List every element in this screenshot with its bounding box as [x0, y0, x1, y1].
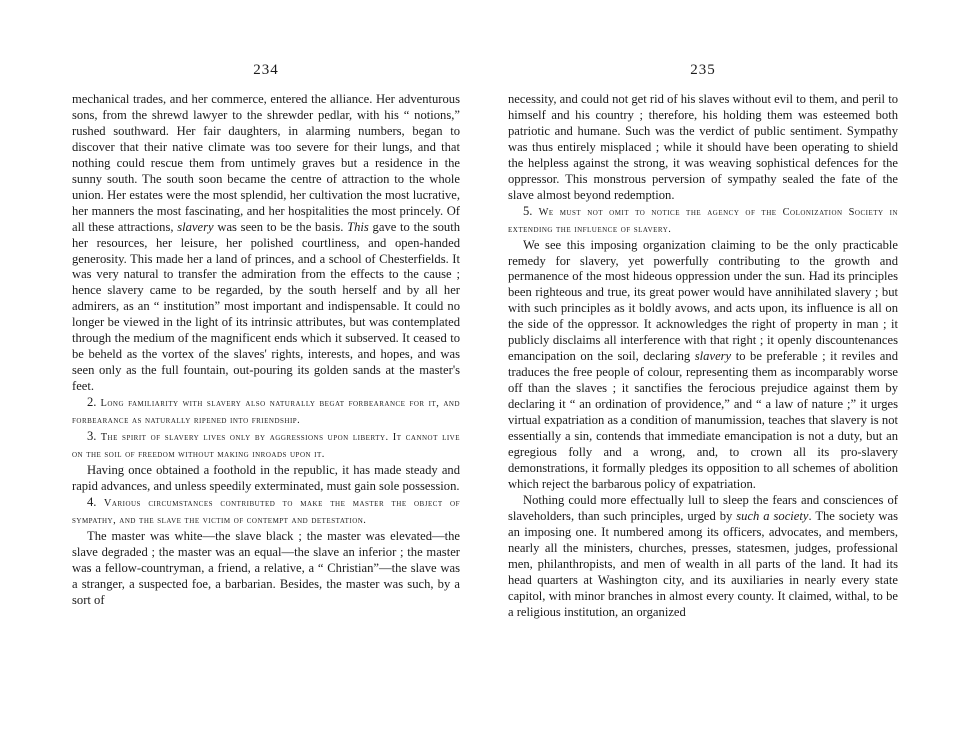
section-heading: 5. We must not omit to notice the agency of the Colonization Society in extending the influence of slavery. [508, 203, 899, 235]
page-number: 234 [253, 62, 279, 78]
page-number: 235 [690, 62, 716, 78]
section-heading: 3. The spirit of slavery lives only by aggressions upon liberty. It cannot live on the soil of freedom without making inroads upon it. [72, 429, 461, 460]
section-heading: 2. Long familiarity with slavery also naturally begat forbearance for it, and forbearance as naturally ripened into friendship. [72, 395, 461, 427]
paragraph: We see this imposing organization claiming to be the only practicable remedy for slavery, yet powerfully contributing to the growth and permanence of the most hideous oppression under the sun. Had its principles been righteous and true, its great power would have annihilated slavery ; but with such principles as it boldly avows, and acts upon, its influence is all on the side of the oppressor. It acknowledges the right of property in man ; it publicly disclaims all interference with that right ; it openly discountenances emancipation on the soil, declaring slavery to be preferable ; it reviles and traduces the free people of colour, representing them as incomparably worse off than the slaves ; it sanctifies the ferocious prejudice against them by declaring it “ an ordination of providence,” and “ a law of nature ;” it urges virtual expatriation as a condition of manumission, teaches that slavery is not essentially a sin, contends that immediate emancipation is not a duty, but an egregious folly and a wrong, and, to crown all its pro-slavery demonstrations, it formally pledges its opposition to all schemes of abolition which reject the barbarous policy of expatriation. [508, 237, 898, 491]
left-page [72, 0, 460, 750]
paragraph: necessity, and could not get rid of his slaves without evil to them, and peril to himself and his country ; therefore, his holding them was esteemed both patriotic and humane. Such was the verdict of public sentiment. Sympathy was thus entirely misplaced ; while it should have been operating to shield the helpless against the strong, it was weaving sophistical defences for the oppressor. This monstrous perversion of sympathy sealed the fate of the slave almost beyond redemption. [508, 92, 898, 202]
paragraph: Having once obtained a foothold in the republic, it has made steady and rapid advances, and unless speedily exterminated, must gain sole possession. [72, 462, 460, 493]
paragraph: mechanical trades, and her commerce, entered the alliance. Her adventurous sons, from the shrewd lawyer to the shrewder pedlar, with his “ notions,” rushed southward. Her fair daughters, in alarming numbers, began to discover that their native climate was too severe for their lungs, and that nothing could rescue them from untimely graves but a residence in the sunny south. The south soon became the centre of attraction to the whole union. Her estates were the most splendid, her cultivation the most lucrative, her manners the most fascinating, and her hospitalities the most princely. Of all these attractions, slavery was seen to be the basis. This gave to the south her resources, her leisure, her polished courtliness, and open-handed generosity. This made her a land of princes, and a school of Chesterfields. It was very natural to transfer the admiration from the effects to the cause ; hence slavery came to be regarded, by the south herself and by all her admirers, as an “ institution” most important and indispensable. It could no longer be viewed in the light of its intrinsic attributes, but was contemplated through the medium of the magnificent ends which it subserved. It ceased to be beheld as the vortex of the slaves' rights, interests, and hopes, and was seen only as the full fountain, out-pouring its golden sands at the master's feet. [72, 92, 460, 394]
right-page [508, 0, 898, 750]
page-body [72, 92, 460, 609]
section-heading: 4. Various circumstances contributed to make the master the object of sympathy, and the slave the victim of contempt and detestation. [72, 494, 461, 526]
paragraph: The master was white—the slave black ; the master was elevated—the slave degraded ; the master was an equal—the slave an inferior ; the master was a fellow-countryman, a friend, a relative, a “ Christian”—the slave was a stranger, a suspected foe, a barbarian. Besides, the master was such, by a sort of [72, 528, 460, 607]
paragraph: Nothing could more effectually lull to sleep the fears and consciences of slaveholders, than such principles, urged by such a society. The society was an imposing one. It numbered among its officers, advocates, and members, nearly all the ministers, churches, presses, statesmen, judges, professional men, philanthropists, and men of wealth in all parts of the land. It had its head quarters at Washington city, and its auxiliaries in nearly every state capitol, with minor branches in almost every county. It claimed, withal, to be a religious institution, an organized [508, 492, 898, 619]
page-body [508, 92, 898, 620]
